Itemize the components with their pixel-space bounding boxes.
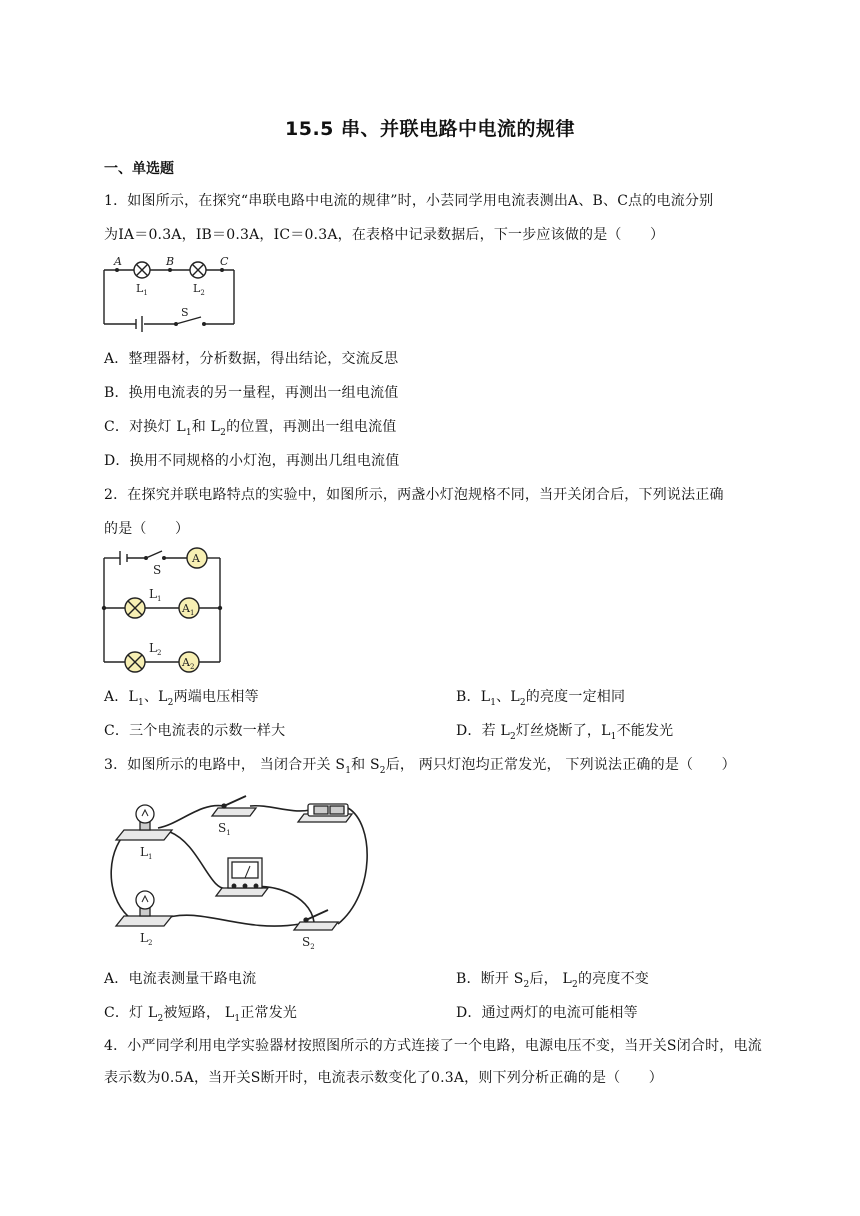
- q1-option-b: B．换用电流表的另一量程，再测出一组电流值: [104, 385, 399, 401]
- q2-ammeter-a-label: A: [192, 552, 200, 565]
- q2-label-s: S: [153, 563, 162, 577]
- q1-label-b: B: [166, 255, 175, 268]
- q4-text: 4．小严同学利用电学实验器材按照图所示的方式连接了一个电路，电源电压不变，当开关S闭合时，电流表示数为0.5A，当开关S断开时，电流表示数变化了0.3A，则下列分析正确的是（ ）: [104, 1038, 762, 1086]
- q1-option-d: D．换用不同规格的小灯泡，再测出几组电流值: [104, 453, 400, 469]
- section-heading: 一、单选题: [104, 161, 174, 177]
- q3-physical-circuit-illustration: [100, 784, 380, 952]
- q2-ammeter-a2-label: $A_2$: [182, 656, 195, 671]
- q3-label-s2: $S_2$: [302, 935, 315, 951]
- q3-option-d: D．通过两灯的电流可能相等: [456, 1005, 638, 1021]
- q3-label-l1: $L_1$: [140, 845, 153, 861]
- q1-label-c: C: [220, 255, 229, 268]
- q2-parallel-circuit-diagram: [98, 546, 228, 670]
- page-title: 15.5 串、并联电路中电流的规律: [285, 118, 575, 140]
- q2-option-b: B．$L_1$、$L_2$的亮度一定相同: [456, 689, 626, 708]
- q1-label-l2: $L_2$: [193, 282, 205, 297]
- q1-label-l1: $L_1$: [136, 282, 148, 297]
- q3-label-s1: $S_1$: [218, 821, 231, 837]
- q2-option-c: C．三个电流表的示数一样大: [104, 723, 286, 739]
- q1-text-line2: 为IA＝0.3A，IB＝0.3A，IC＝0.3A，在表格中记录数据后，下一步应该做的是（ ）: [104, 227, 665, 243]
- q1-option-a: A．整理器材，分析数据，得出结论，交流反思: [104, 351, 399, 367]
- q2-label-l1: $L_1$: [149, 587, 162, 603]
- q1-option-c: C．对换灯 $L_1$和 $L_2$的位置，再测出一组电流值: [104, 419, 397, 438]
- q3-label-l2: $L_2$: [140, 931, 153, 947]
- q2-text-line1: 2．在探究并联电路特点的实验中，如图所示，两盏小灯泡规格不同，当开关闭合后，下列说法正确: [104, 487, 724, 503]
- q3-option-c: C．灯 $L_2$被短路， $L_1$正常发光: [104, 1005, 298, 1024]
- q2-label-l2: $L_2$: [149, 641, 162, 657]
- q1-text-line1: 1．如图所示，在探究“串联电路中电流的规律”时，小芸同学用电流表测出A、B、C点的电流分别: [104, 193, 714, 209]
- q3-text: 3．如图所示的电路中， 当闭合开关 $S_1$和 $S_2$后， 两只灯泡均正常发光， 下列说法正确的是（ ）: [104, 757, 736, 776]
- q2-ammeter-a1-label: $A_1$: [182, 602, 195, 617]
- q2-option-a: A．$L_1$、$L_2$两端电压相等: [104, 689, 259, 708]
- q2-text-line2: 的是（ ）: [104, 521, 190, 537]
- q1-label-s: S: [181, 306, 189, 319]
- q2-option-d: D．若 $L_2$灯丝烧断了，$L_1$不能发光: [456, 723, 674, 742]
- q3-option-a: A．电流表测量干路电流: [104, 971, 257, 987]
- q1-series-circuit-diagram: [96, 256, 242, 330]
- q1-label-a: A: [114, 255, 122, 268]
- q3-option-b: B．断开 $S_2$后， $L_2$的亮度不变: [456, 971, 649, 990]
